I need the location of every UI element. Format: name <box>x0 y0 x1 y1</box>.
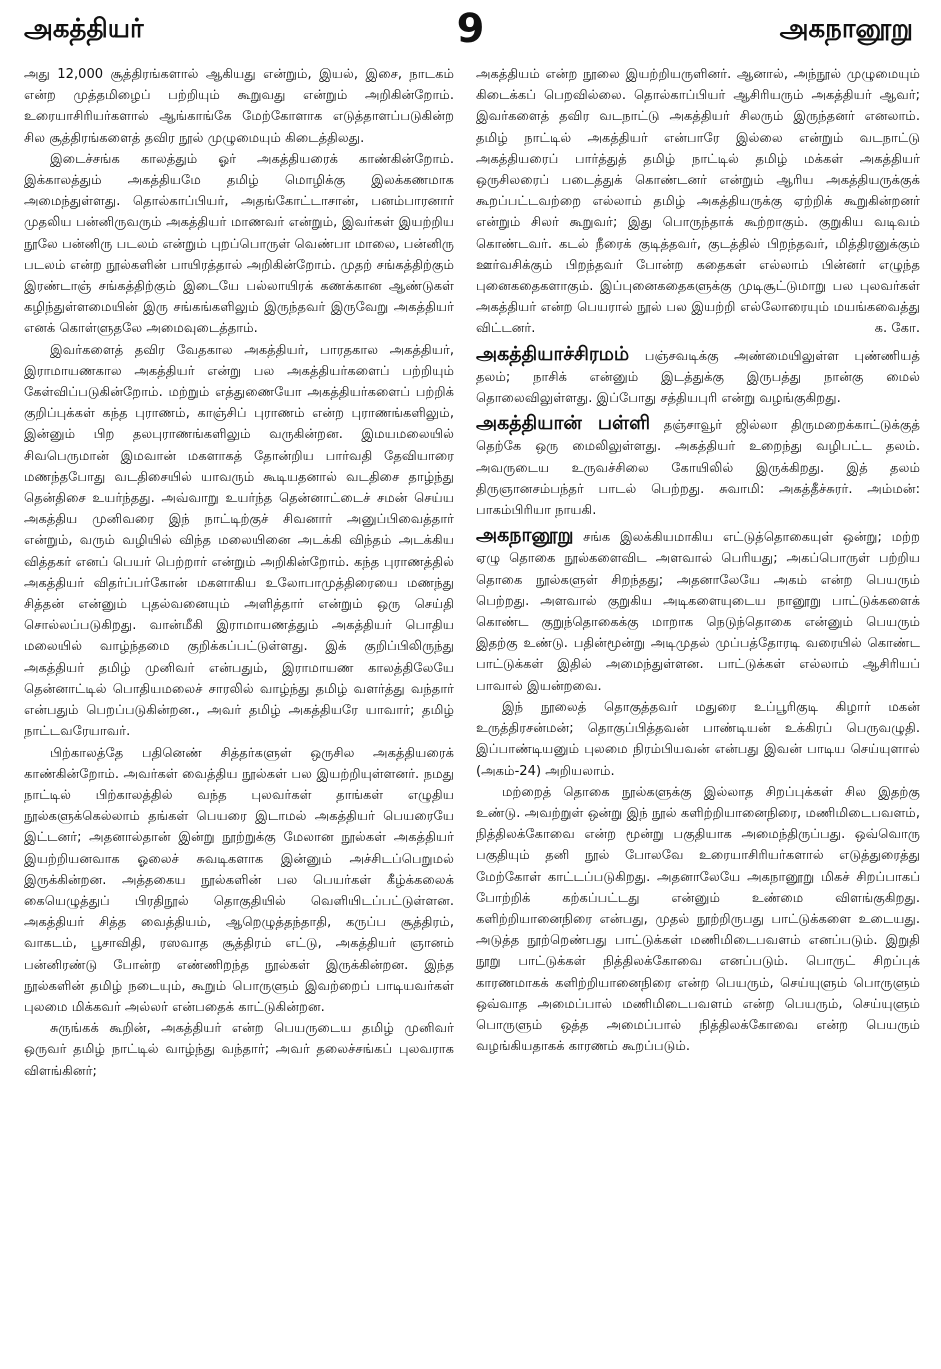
paragraph: பிற்காலத்தே பதினெண் சித்தர்களுள் ஒருசில அகத்தியரைக் காண்கின்றோம். அவர்கள் வைத்திய நூல்கள் பல இயற்றியுள்ளனர். நமது நாட்டில் பிற்காலத்தில் வந்த புலவர்கள் தாங்கள் எழுதிய நூல்களுக்கெல்லாம் தங்கள் பெயரை இடாமல் அகத்தியர் பெயரையே இட்டனர்; அதனால்தான் இன்று நூற்றுக்கு மேலான நூல்கள் அகத்தியர் இயற்றியனவாக ஓலைச் சுவடிகளாக இன்னும் அச்சிடப்பெறுமல் இருக்கின்றன. அத்தகைய நூல்களின் பல பெயர்கள் கீழ்க்கலைக் கையெழுத்துப் பிரதிநூல் தொகுதியில் வெளியிடப்பட்டுள்ளன. அகத்தியர் சித்த வைத்தியம், ஆறெழுத்தந்தாதி, கருப்ப சூத்திரம், வாகடம், பூசாவிதி, ரஸவாத சூத்திரம் எட்டு, அகத்தியர் ஞானம் பன்னிரண்டு போன்ற எண்ணிறந்த நூல்கள் இருக்கின்றன. இந்த நூல்களின் தமிழ் நடையும், கூறும் பொருளும் இவற்றைப் பாடியவர்கள் புலமை மிக்கவர் அல்லர் என்பதைக் காட்டுகின்றன. <box>24 745 454 1015</box>
entry-body: பஞ்சவடிக்கு அண்மையிலுள்ள புண்ணியத் தலம்; நாசிக் என்னும் இடத்துக்கு இருபத்து நான்கு மைல் தொலைவிலுள்ளது. இப்போது சத்தியபுரி என்று வழங்குகிறது. <box>476 348 920 407</box>
entry-agananooru <box>476 525 920 697</box>
paragraph: இடைச்சங்க காலத்தும் ஓர் அகத்தியரைக் காண்கின்றோம். இக்காலத்தும் அகத்தியமே தமிழ் மொழிக்கு இலக்கணமாக அமைந்துள்ளது. தொல்காப்பியர், அதங்கோட்டாசான், பனம்பாரனார் முதலிய பன்னிருவரும் அகத்தியர் மாணவர் என்றும், இவர்கள் இயற்றிய நூலே பன்னிரு படலம் என்றும் புறப்பொருள் வெண்பா மாலை, பன்னிரு படலம் என்ற நூல்களின் பாயிரத்தால் அறிகின்றோம். முதற் சங்கத்திற்கும் இரண்டாஞ் சங்கத்திற்கும் இடையே பல்லாயிரக் கணக்கான ஆண்டுகள் கழிந்துள்ளமையின் இரு சங்கங்களிலும் இருந்தவர் இருவேறு அகத்தியர் எனக் கொள்ளுதலே அமைவுடைத்தாம். <box>24 151 454 337</box>
entry-body: சங்க இலக்கியமாகிய எட்டுத்தொகையுள் ஒன்று; மற்ற ஏழு தொகை நூல்களைவிட அளவால் பெரியது; அகப்பொருள் பற்றிய தொகை நூல்களுள் சிறந்தது; அதனாலேயே அகம் என்ற பெயரும் பெற்றது. அளவால் குறுகிய அடிகளையுடைய நானூறு பாட்டுக்களைக் கொண்ட குறுந்தொகைக்கு மாறாக நெடுந்தொகை என்னும் பெயரும் இதற்கு உண்டு. பதின்மூன்று அடிமுதல் முப்பத்தோரடி வரையில் கொண்ட பாட்டுக்கள் இதில் அமைந்துள்ளன. பாட்டுக்கள் எல்லாம் ஆசிரியப் பாவால் இயன்றவை. <box>476 530 920 694</box>
entry-title: அகத்தியாச்சிரமம் <box>476 342 630 365</box>
paragraph: அது 12,000 சூத்திரங்களால் ஆகியது என்றும், இயல், இசை, நாடகம் என்ற முத்தமிழைப் பற்றியும் கூறுவது என்றும் அறிகின்றோம். உரையாசிரியர்களால் ஆங்காங்கே மேற்கோளாக எடுத்தாளப்படுகின்ற சில சூத்திரங்களைத் தவிர நூல் முழுமையும் கிடைத்திலது. <box>24 67 454 146</box>
right-column <box>476 64 920 1364</box>
entry-title: அகத்தியான் பள்ளி <box>476 412 651 435</box>
paragraph <box>476 64 920 340</box>
paragraph: சுருங்கக் கூறின், அகத்தியர் என்ற பெயருடைய தமிழ் முனிவர் ஒருவர் தமிழ் நாட்டில் வாழ்ந்து வந்தார்; அவர் தலைச்சங்கப் புலவராக விளங்கினர்; <box>24 1021 454 1079</box>
running-head-right: அகநானூறு <box>779 14 913 44</box>
paragraph: இந் நூலைத் தொகுத்தவர் மதுரை உப்பூரிகுடி கிழார் மகன் உருத்திரசன்மன்; தொகுப்பித்தவன் பாண்டியன் உக்கிரப் பெருவழுதி. இப்பாண்டியனும் புலமை நிரம்பியவன் என்பது இவன் பாடிய செய்யுளால் (அகம்-24) அறியலாம். <box>476 699 920 779</box>
left-column <box>24 64 454 1364</box>
paragraph: மற்றைத் தொகை நூல்களுக்கு இல்லாத சிறப்புக்கள் சில இதற்கு உண்டு. அவற்றுள் ஒன்று இந் நூல் களிற்றியானைநிரை, மணிமிடைபவளம், நித்திலக்கோவை என்ற மூன்று பகுதியாக அமைந்திருப்பது. ஒவ்வொரு பகுதியும் தனி நூல் போலவே உரையாசிரியர்களால் எடுத்துரைத்து மேற்கோள் காட்டப்படுகிறது. அதனாலேயே அகநானூறு மிகச் சிறப்பாகப் போற்றிக் கற்கப்பட்டது என்னும் உண்மை விளங்குகிறது. களிற்றியானைநிரை என்பது, முதல் நூற்றிருபது பாட்டுக்களை உடையது. அடுத்த நூற்றெண்பது பாட்டுக்கள் மணிமிடைபவளம் எனப்படும். இறுதி நூறு பாட்டுக்கள் நித்திலக்கோவை எனப்படும். பொருட் சிறப்புக் காரணமாகக் களிற்றியானைநிரை என்ற பெயரும், செய்யுளும் பொருளும் ஒவ்வாத அமைப்பால் மணிமிடைபவளம் என்ற பெயரும், செய்யுளும் பொருளும் ஒத்த அமைப்பால் நித்திலக்கோவை என்ற பெயரும் வழங்கியதாகக் காரணம் கூறப்படும். <box>476 784 920 1055</box>
entry-body: தஞ்சாவூர் ஜில்லா திருமறைக்காட்டுக்குத் தெற்கே ஒரு மைலிலுள்ளது. அகத்தியர் உறைந்து வழிபட்ட தலம். அவருடைய உருவச்சிலை கோயிலில் இருக்கிறது. இத் தலம் திருஞானசம்பந்தர் பாடல் பெற்றது. சுவாமி: அகத்தீச்சுரர். அம்மன்: பாகம்பிரியா நாயகி. <box>476 418 920 519</box>
page-number: 9 <box>456 6 485 52</box>
page-header <box>0 0 941 62</box>
author-signature: க. கோ. <box>874 321 920 337</box>
entry-agathiyachiramam <box>476 344 920 410</box>
paragraph: இவர்களைத் தவிர வேதகால அகத்தியர், பாரதகால அகத்தியர், இராமாயணகால அகத்தியர் என்று பல அகத்தியர்களைப் பற்றியும் கேள்விப்படுகின்றோம். மற்றும் எத்துணையோ அகத்தியர்களைப் பற்றிக் குறிப்புக்கள் கந்த புராணம், காஞ்சிப் புராணம் என்ற புராணங்களிலும், இன்னும் பிற தலபுராணங்களிலும் வருகின்றன. இமயமலையில் சிவபெருமான் இமவான் மகளாகத் தோன்றிய பார்வதி தேவியாரை மணந்தபோது வடதிசையில் யாவரும் கூடியதனால் வடதிசை தாழ்ந்து தென்திசை உயர்ந்தது. அவ்வாறு உயர்ந்த தென்னாட்டைச் சமன் செய்ய அகத்திய முனிவரை இந் நாட்டிற்குச் சிவனார் அனுப்பிவைத்தார் என்றும், வரும் வழியில் விந்த மலையினை அடக்கி விந்தம் அடக்கிய வித்தகர் எனப் பெயர் பெற்றார் என்றும் அறிகின்றோம். கந்த புராணத்தில் அகத்தியர் விதர்ப்பர்கோன் மகளாகிய உலோபாமுத்திரையை மணந்து சித்தன் என்னும் புதல்வனையும் அளித்தார் என்றும் ஒரு செய்தி சொல்லப்படுகிறது. வான்மீகி இராமாயணத்தும் அகத்தியர் பொதிய மலையில் வாழ்ந்தமை குறிக்கப்பட்டுள்ளது. இக் குறிப்பிலிருந்து அகத்தியர் தமிழ் முனிவர் என்பதும், இராமாயண காலத்திலேயே தென்னாட்டில் பொதியமலைச் சாரலில் வாழ்ந்து தமிழ் வளர்த்து வந்தார் என்பதும் பெறப்படுகின்றன., அவர் தமிழ் அகத்தியரே யாவார்; தமிழ் நாட்டவரேயாவர். <box>24 342 454 740</box>
paragraph-text: அகத்தியம் என்ற நூலை இயற்றியருளினர். ஆனால், அந்நூல் முழுமையும் கிடைக்கப் பெறவில்லை. தொல்காப்பியர் ஆசிரியரும் அகத்தியர் ஆவர்; இவர்களைத் தவிர வடநாட்டு அகத்தியர் சிலரும் இருந்தனர் எனலாம். தமிழ் நாட்டில் அகத்தியர் என்பாரே இல்லை என்றும் வடநாட்டு அகத்தியரைப் பார்த்துத் தமிழ் நாட்டில் தமிழ் மக்கள் அகத்தியர் ஒருசிலரைப் படைத்துக் கொண்டனர் என்றும் ஆரிய அகத்தியருக்குக் கூறப்பட்டவற்றை எல்லாம் தமிழ் அகத்தியருக்கு ஏற்றிக் கூறுகின்றனர் என்றும் சிலர் கூறுவர்; இது பொருந்தாக் கூற்றாகும். குறுகிய வடிவம் கொண்டவர். கடல் நீரைக் குடித்தவர், குடத்தில் பிறந்தவர், மித்திரனுக்கும் ஊர்வசிக்கும் பிறந்தவர் போன்ற கதைகள் எல்லாம் பின்னர் எழுந்த புனைகதைகளாகும். இப்புனைகதைகளுக்கு முடிசூட்டுமாறு பல புலவர்கள் அகத்தியர் என்ற பெயரால் நூல் பல இயற்றி எல்லோரையும் மயங்கவைத்து விட்டனர். <box>476 67 920 337</box>
running-head-left: அகத்தியர் <box>24 14 144 44</box>
entry-title: அகநானூறு <box>476 524 574 547</box>
entry-agathiyanpalli <box>476 413 920 521</box>
